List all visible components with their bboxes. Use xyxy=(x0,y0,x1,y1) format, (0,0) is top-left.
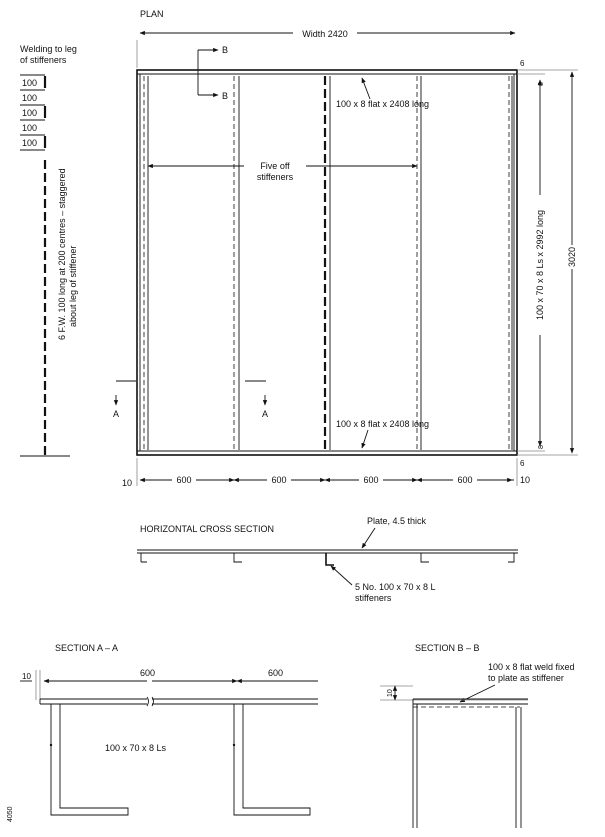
section-aa-angle-right xyxy=(233,704,310,815)
dim-8-top: 8 xyxy=(538,82,545,86)
weld-note-2: about leg of stiffener xyxy=(68,245,78,327)
dim-10-left: 10 xyxy=(122,478,133,488)
flat-bottom-label: 100 x 8 flat x 2408 long xyxy=(336,419,430,429)
section-bb-plate xyxy=(380,699,528,828)
plan-title: PLAN xyxy=(140,9,164,19)
welding-title-1: Welding to leg xyxy=(20,44,77,54)
section-aa-ls-label: 100 x 70 x 8 Ls xyxy=(105,743,167,753)
section-aa-dim-10: 10 xyxy=(22,672,31,681)
width-label: Width 2420 xyxy=(302,29,348,39)
five-off-label-2: stiffeners xyxy=(256,172,294,182)
weld-note-1: 6 F.W. 100 long at 200 centres – staggered xyxy=(57,168,67,340)
weld-spacing-5: 100 xyxy=(22,138,38,148)
five-off-label-1: Five off xyxy=(260,161,290,171)
figure-number: 4050 xyxy=(7,806,14,822)
horizontal-section-title: HORIZONTAL CROSS SECTION xyxy=(140,524,275,534)
dim-600-1: 600 xyxy=(176,475,192,485)
horizontal-plate xyxy=(137,550,518,553)
flat-top-label: 100 x 8 flat x 2408 long xyxy=(336,99,430,109)
section-aa-dim-600a: 600 xyxy=(140,668,156,678)
dim-10-right: 10 xyxy=(520,475,531,485)
dim-600-3: 600 xyxy=(363,475,379,485)
section-aa-angle-left xyxy=(50,704,128,815)
dim-600-2: 600 xyxy=(271,475,287,485)
stiffener-2 xyxy=(234,76,239,450)
section-aa-dim-600b: 600 xyxy=(268,668,284,678)
stiffener-count-label-2: stiffeners xyxy=(355,593,392,603)
section-bb-dim-10: 10 xyxy=(387,689,394,697)
weld-spacing-3: 100 xyxy=(22,108,38,118)
plate-thickness-leader xyxy=(362,528,375,548)
horizontal-stiffeners xyxy=(141,553,514,565)
height-label: 3020 xyxy=(567,246,577,268)
weld-spacing-2: 100 xyxy=(22,93,38,103)
weld-spacing-1: 100 xyxy=(22,78,38,88)
section-a-label-left: A xyxy=(112,409,120,419)
stiffener-leader xyxy=(331,566,352,585)
section-a-label-right: A xyxy=(261,409,269,419)
section-bb-title: SECTION B – B xyxy=(415,643,480,653)
stiffener-5 xyxy=(509,76,512,450)
plate-inner-outline xyxy=(140,74,514,451)
dim-6-bottom: 6 xyxy=(520,459,525,468)
section-aa-plate xyxy=(40,697,318,706)
flat-top-leader xyxy=(362,78,370,99)
section-b-label-bottom: B xyxy=(222,91,229,101)
plate-outline xyxy=(137,70,517,455)
stiffener-3 xyxy=(325,76,330,450)
section-bb-note-1: 100 x 8 flat weld fixed xyxy=(488,662,575,672)
section-b-label-top: B xyxy=(222,45,229,55)
stiffener-count-label-1: 5 No. 100 x 70 x 8 L xyxy=(355,582,436,592)
welding-title-2: of stiffeners xyxy=(20,55,67,65)
section-bb-note-2: to plate as stiffener xyxy=(488,673,564,683)
stiffener-length-label: 100 x 70 x 8 Ls x 2992 long xyxy=(535,209,545,321)
dim-6-top: 6 xyxy=(520,59,525,68)
dim-8-bottom: 8 xyxy=(538,445,545,449)
plate-thickness-label: Plate, 4.5 thick xyxy=(367,516,427,526)
section-aa-title: SECTION A – A xyxy=(55,643,119,653)
stiffener-4 xyxy=(417,76,421,450)
stiffener-1 xyxy=(144,76,148,450)
flat-bottom-leader xyxy=(362,430,368,448)
dim-600-4: 600 xyxy=(457,475,473,485)
weld-spacing-4: 100 xyxy=(22,123,38,133)
